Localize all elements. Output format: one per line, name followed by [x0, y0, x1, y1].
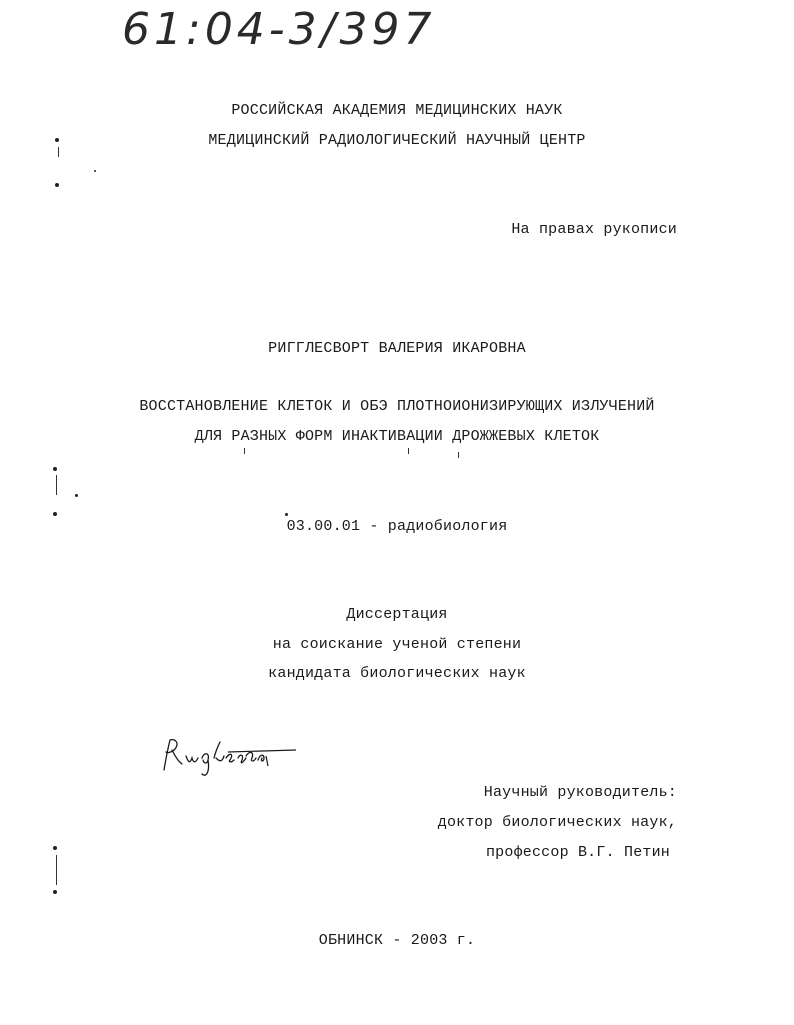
- scan-mark: [408, 448, 409, 454]
- organization-line-1: РОССИЙСКАЯ АКАДЕМИЯ МЕДИЦИНСКИХ НАУК: [231, 102, 563, 119]
- degree-line-1: Диссертация: [346, 606, 448, 623]
- title-line-1: ВОССТАНОВЛЕНИЕ КЛЕТОК И ОБЭ ПЛОТНОИОНИЗИРУЮЩИХ ИЗЛУЧЕНИЙ: [139, 398, 655, 415]
- manuscript-rights: На правах рукописи: [511, 221, 677, 238]
- scan-dot: [75, 494, 78, 497]
- scan-mark: [244, 448, 245, 454]
- scan-dot: [94, 170, 96, 172]
- handwritten-signature: [158, 732, 308, 780]
- scan-dot: [55, 138, 59, 142]
- scan-mark: [58, 147, 59, 157]
- supervisor-degree: доктор биологических наук,: [437, 814, 677, 831]
- author-name: РИГГЛЕСВОРТ ВАЛЕРИЯ ИКАРОВНА: [268, 340, 526, 357]
- handwritten-archive-number: 61:04-3/397: [122, 4, 436, 55]
- supervisor-label: Научный руководитель:: [483, 784, 677, 801]
- scan-dot: [53, 846, 57, 850]
- degree-line-2: на соискание ученой степени: [272, 636, 522, 653]
- organization-line-2: МЕДИЦИНСКИЙ РАДИОЛОГИЧЕСКИЙ НАУЧНЫЙ ЦЕНТР: [208, 132, 586, 149]
- title-line-2: ДЛЯ РАЗНЫХ ФОРМ ИНАКТИВАЦИИ ДРОЖЖЕВЫХ КЛЕТОК: [194, 428, 600, 445]
- scan-mark: [56, 855, 57, 885]
- scan-dot: [53, 467, 57, 471]
- scan-dot: [285, 513, 288, 516]
- scan-dot: [53, 890, 57, 894]
- supervisor-name: профессор В.Г. Петин: [485, 844, 670, 861]
- degree-line-3: кандидата биологических наук: [268, 665, 526, 682]
- scan-dot: [55, 183, 59, 187]
- scan-dot: [53, 512, 57, 516]
- specialty-code: 03.00.01 - радиобиология: [286, 518, 508, 535]
- city-year: ОБНИНСК - 2003 г.: [318, 932, 476, 949]
- scan-mark: [56, 475, 57, 495]
- scan-mark: [458, 452, 459, 458]
